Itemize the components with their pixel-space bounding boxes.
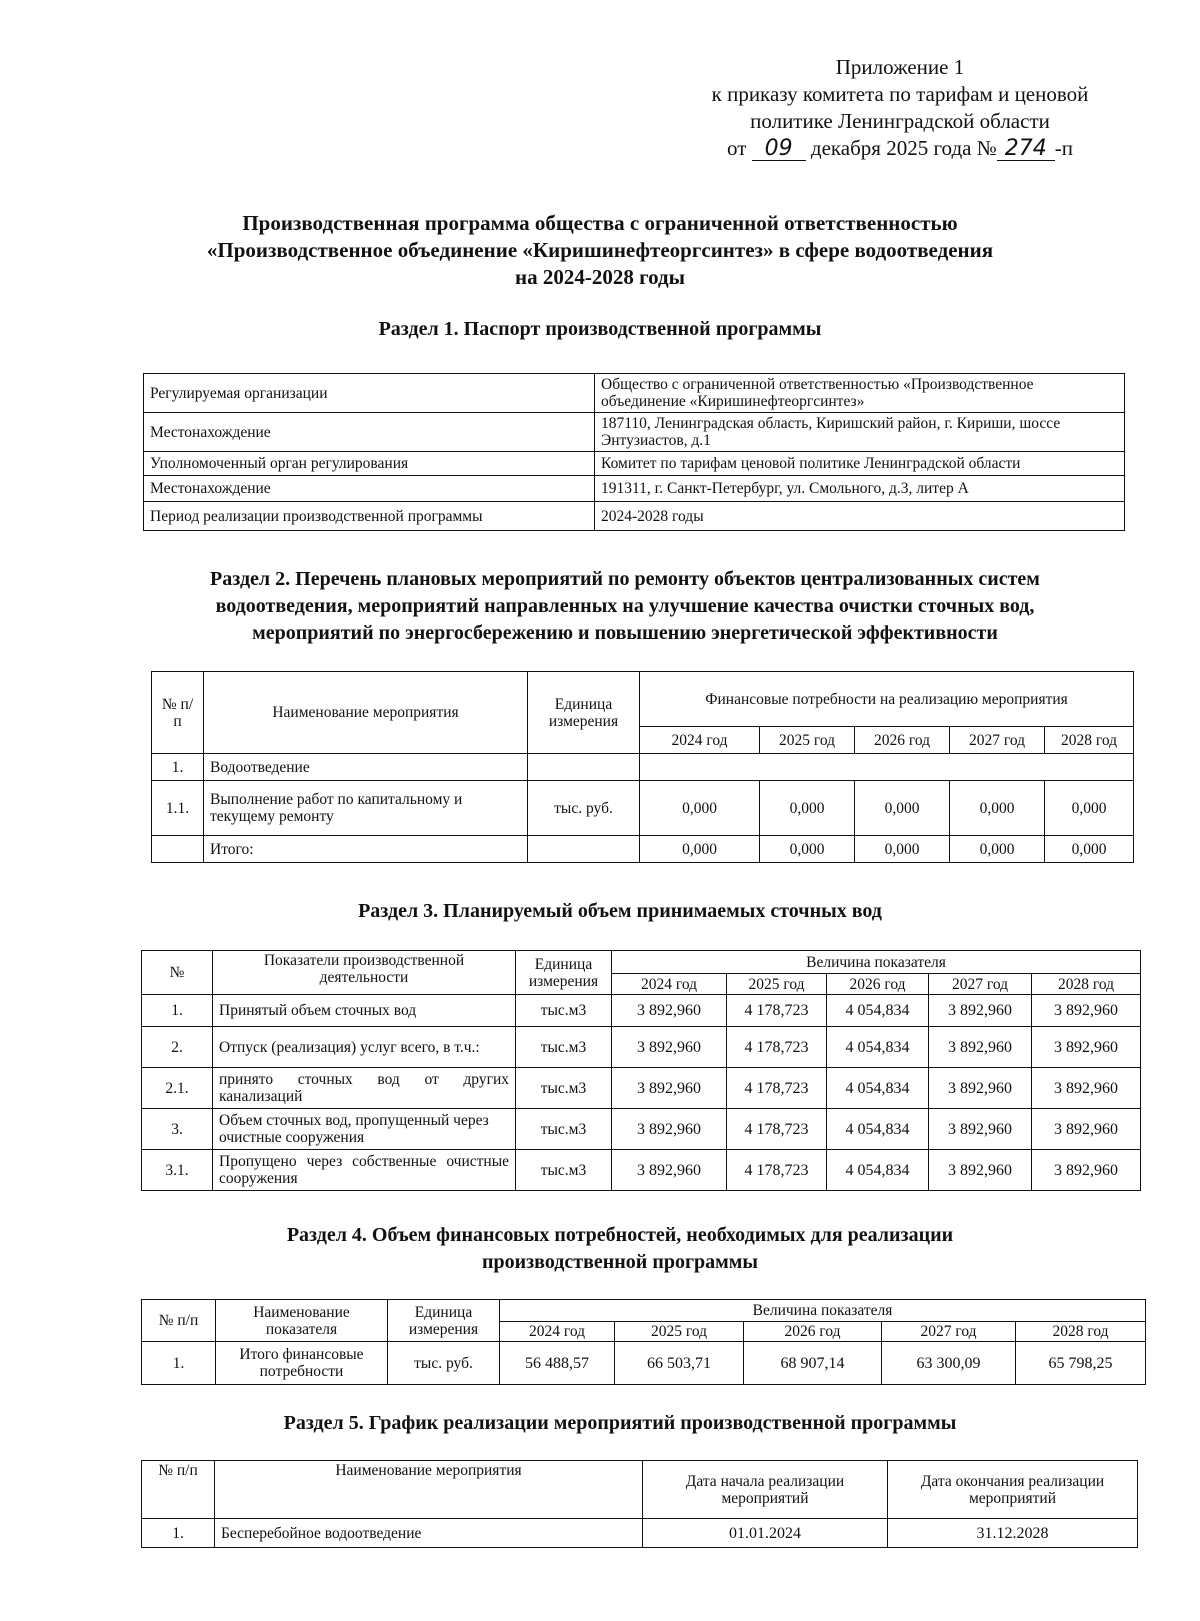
passport-row	[144, 413, 1125, 452]
row-value: 3 892,960	[1032, 1027, 1141, 1068]
section4-heading	[140, 1222, 1100, 1276]
row-value: 3 892,960	[929, 1027, 1032, 1068]
passport-label: Период реализации производственной программы	[144, 502, 595, 531]
section1-heading: Раздел 1. Паспорт производственной программы	[378, 318, 822, 340]
row-num: 3.1.	[142, 1150, 213, 1191]
head-financial-needs: Финансовые потребности на реализацию мероприятия	[640, 672, 1134, 727]
row-num: 1.1.	[152, 781, 204, 836]
row-start-date: 01.01.2024	[643, 1519, 888, 1548]
row-value: 4 054,834	[827, 1027, 929, 1068]
total-value: 0,000	[855, 836, 950, 863]
row-value: 4 178,723	[727, 1109, 827, 1150]
row-values-empty	[640, 754, 1134, 781]
head-value: Величина показателя	[500, 1300, 1146, 1322]
row-name: Выполнение работ по капитальному и текущему ремонту	[204, 781, 528, 836]
passport-label: Местонахождение	[144, 413, 595, 452]
number-suffix: -п	[1054, 136, 1073, 160]
row-value: 4 178,723	[727, 1027, 827, 1068]
row-value: 66 503,71	[615, 1342, 744, 1385]
total-row	[152, 836, 1134, 863]
total-value: 0,000	[760, 836, 855, 863]
year-header: 2028 год	[1032, 974, 1141, 995]
year-header: 2026 год	[744, 1322, 882, 1342]
year-header: 2027 год	[950, 727, 1045, 754]
title-line-2: «Производственное объединение «Киришинефтеоргсинтез» в сфере водоотведения	[206, 238, 994, 262]
row-name: Пропущено через собственные очистные сооружения	[213, 1150, 516, 1191]
year-header: 2024 год	[612, 974, 727, 995]
row-num: 3.	[142, 1109, 213, 1150]
row-value: 4 178,723	[727, 1068, 827, 1109]
appendix-order: к приказу комитета по тарифам и ценовой	[711, 82, 1089, 106]
table-row	[142, 1027, 1141, 1068]
passport-row	[144, 374, 1125, 413]
row-value: 3 892,960	[1032, 1109, 1141, 1150]
row-end-date: 31.12.2028	[888, 1519, 1138, 1548]
row-value: 3 892,960	[612, 1068, 727, 1109]
appendix-date-line	[640, 135, 1160, 162]
head-name: Наименование мероприятия	[215, 1461, 643, 1519]
total-label: Итого:	[204, 836, 528, 863]
passport-table	[143, 373, 1125, 531]
row-unit-empty	[528, 754, 640, 781]
head-name: Наименование показателя	[216, 1300, 388, 1342]
title-line-1: Производственная программа общества с ограниченной ответственностью	[242, 211, 958, 235]
table-row	[142, 1342, 1146, 1385]
row-value: 3 892,960	[612, 1027, 727, 1068]
head-num: № п/п	[142, 1461, 215, 1519]
year-header: 2026 год	[827, 974, 929, 995]
row-name: Водоотведение	[204, 754, 528, 781]
table-row	[142, 1519, 1138, 1548]
head-name: Показатели производственной деятельности	[213, 951, 516, 995]
row-value: 0,000	[1045, 781, 1134, 836]
section3-heading: Раздел 3. Планируемый объем принимаемых сточных вод	[358, 900, 882, 922]
passport-value: Общество с ограниченной ответственностью «Производственное объединение «Киришинефтеоргсинтез»	[595, 374, 1125, 413]
row-num: 1.	[142, 995, 213, 1027]
year-header: 2025 год	[615, 1322, 744, 1342]
handwritten-day: 09	[752, 138, 806, 161]
appendix-title: Приложение 1	[835, 55, 965, 79]
date-middle: декабря 2025 года №	[810, 136, 997, 160]
row-name: Объем сточных вод, пропущенный через очистные сооружения	[213, 1109, 516, 1150]
table-row	[142, 995, 1141, 1027]
total-value: 0,000	[950, 836, 1045, 863]
row-unit: тыс.м3	[516, 1027, 612, 1068]
section2-heading-line-3: мероприятий по энергосбережению и повышению энергетической эффективности	[252, 622, 998, 644]
year-header: 2027 год	[882, 1322, 1016, 1342]
section5-heading: Раздел 5. График реализации мероприятий производственной программы	[283, 1412, 957, 1434]
table-row	[142, 1150, 1141, 1191]
row-value: 4 054,834	[827, 1109, 929, 1150]
table-row	[152, 754, 1134, 781]
total-unit-empty	[528, 836, 640, 863]
table-row	[142, 1109, 1141, 1150]
row-value: 3 892,960	[612, 995, 727, 1027]
head-unit: Единица измерения	[528, 672, 640, 754]
passport-value: 191311, г. Санкт-Петербург, ул. Смольного, д.3, литер А	[595, 476, 1125, 502]
row-unit: тыс.м3	[516, 1109, 612, 1150]
row-value: 4 054,834	[827, 1068, 929, 1109]
section2-heading-line-2: водоотведения, мероприятий направленных на улучшение качества очистки сточных вод,	[215, 595, 1035, 617]
year-header: 2024 год	[500, 1322, 615, 1342]
row-num: 2.	[142, 1027, 213, 1068]
year-header: 2028 год	[1045, 727, 1134, 754]
year-header: 2024 год	[640, 727, 760, 754]
row-name: Бесперебойное водоотведение	[215, 1519, 643, 1548]
section2-heading-line-1: Раздел 2. Перечень плановых мероприятий по ремонту объектов централизованных систем	[210, 568, 1040, 590]
row-value: 0,000	[640, 781, 760, 836]
passport-value: 187110, Ленинградская область, Киришский район, г. Кириши, шоссе Энтузиастов, д.1	[595, 413, 1125, 452]
row-value: 3 892,960	[929, 995, 1032, 1027]
total-value: 0,000	[640, 836, 760, 863]
title-line-3: на 2024-2028 годы	[514, 265, 686, 289]
appendix-header	[640, 54, 1160, 162]
date-prefix: от	[727, 136, 747, 160]
row-value: 3 892,960	[612, 1109, 727, 1150]
passport-row	[144, 452, 1125, 476]
row-num: 1.	[152, 754, 204, 781]
row-unit: тыс.м3	[516, 1068, 612, 1109]
financial-needs-table	[141, 1299, 1146, 1385]
total-value: 0,000	[1045, 836, 1134, 863]
row-num: 2.1.	[142, 1068, 213, 1109]
row-value: 0,000	[855, 781, 950, 836]
head-unit: Единица измерения	[388, 1300, 500, 1342]
year-header: 2028 год	[1016, 1322, 1146, 1342]
row-unit: тыс.м3	[516, 995, 612, 1027]
head-num: № п/п	[152, 672, 204, 754]
head-start-date: Дата начала реализации мероприятий	[643, 1461, 888, 1519]
row-name: Отпуск (реализация) услуг всего, в т.ч.:	[213, 1027, 516, 1068]
year-header: 2025 год	[727, 974, 827, 995]
row-value: 3 892,960	[929, 1068, 1032, 1109]
passport-label: Местонахождение	[144, 476, 595, 502]
row-value: 0,000	[950, 781, 1045, 836]
document-title	[140, 210, 1060, 291]
section2-heading	[130, 566, 1120, 647]
row-value: 4 054,834	[827, 1150, 929, 1191]
passport-row	[144, 502, 1125, 531]
total-num-empty	[152, 836, 204, 863]
row-value: 68 907,14	[744, 1342, 882, 1385]
row-value: 3 892,960	[1032, 995, 1141, 1027]
head-num: №	[142, 951, 213, 995]
table-row	[152, 781, 1134, 836]
passport-row	[144, 476, 1125, 502]
row-value: 4 178,723	[727, 1150, 827, 1191]
head-name: Наименование мероприятия	[204, 672, 528, 754]
row-value: 65 798,25	[1016, 1342, 1146, 1385]
section4-heading-line-2: производственной программы	[481, 1251, 759, 1273]
year-header: 2027 год	[929, 974, 1032, 995]
row-value: 63 300,09	[882, 1342, 1016, 1385]
row-value: 0,000	[760, 781, 855, 836]
row-value: 3 892,960	[929, 1109, 1032, 1150]
handwritten-number: 274	[997, 138, 1055, 161]
head-num: № п/п	[142, 1300, 216, 1342]
head-unit: Единица измерения	[516, 951, 612, 995]
passport-value: Комитет по тарифам ценовой политике Ленинградской области	[595, 452, 1125, 476]
passport-label: Регулируемая организации	[144, 374, 595, 413]
row-unit: тыс. руб.	[528, 781, 640, 836]
row-name: Итого финансовые потребности	[216, 1342, 388, 1385]
row-value: 56 488,57	[500, 1342, 615, 1385]
row-name: принято сточных вод от других канализаций	[213, 1068, 516, 1109]
row-num: 1.	[142, 1342, 216, 1385]
head-value: Величина показателя	[612, 951, 1141, 974]
year-header: 2025 год	[760, 727, 855, 754]
measures-table	[151, 671, 1134, 863]
row-value: 3 892,960	[612, 1150, 727, 1191]
row-num: 1.	[142, 1519, 215, 1548]
passport-value: 2024-2028 годы	[595, 502, 1125, 531]
appendix-committee: политике Ленинградской области	[750, 109, 1050, 133]
row-name: Принятый объем сточных вод	[213, 995, 516, 1027]
year-header: 2026 год	[855, 727, 950, 754]
schedule-table	[141, 1460, 1138, 1548]
row-value: 3 892,960	[929, 1150, 1032, 1191]
row-value: 3 892,960	[1032, 1068, 1141, 1109]
section4-heading-line-1: Раздел 4. Объем финансовых потребностей, необходимых для реализации	[286, 1224, 954, 1246]
wastewater-volume-table	[141, 950, 1141, 1191]
passport-label: Уполномоченный орган регулирования	[144, 452, 595, 476]
head-end-date: Дата окончания реализации мероприятий	[888, 1461, 1138, 1519]
row-value: 4 054,834	[827, 995, 929, 1027]
row-unit: тыс. руб.	[388, 1342, 500, 1385]
table-row	[142, 1068, 1141, 1109]
row-unit: тыс.м3	[516, 1150, 612, 1191]
row-value: 3 892,960	[1032, 1150, 1141, 1191]
row-value: 4 178,723	[727, 995, 827, 1027]
